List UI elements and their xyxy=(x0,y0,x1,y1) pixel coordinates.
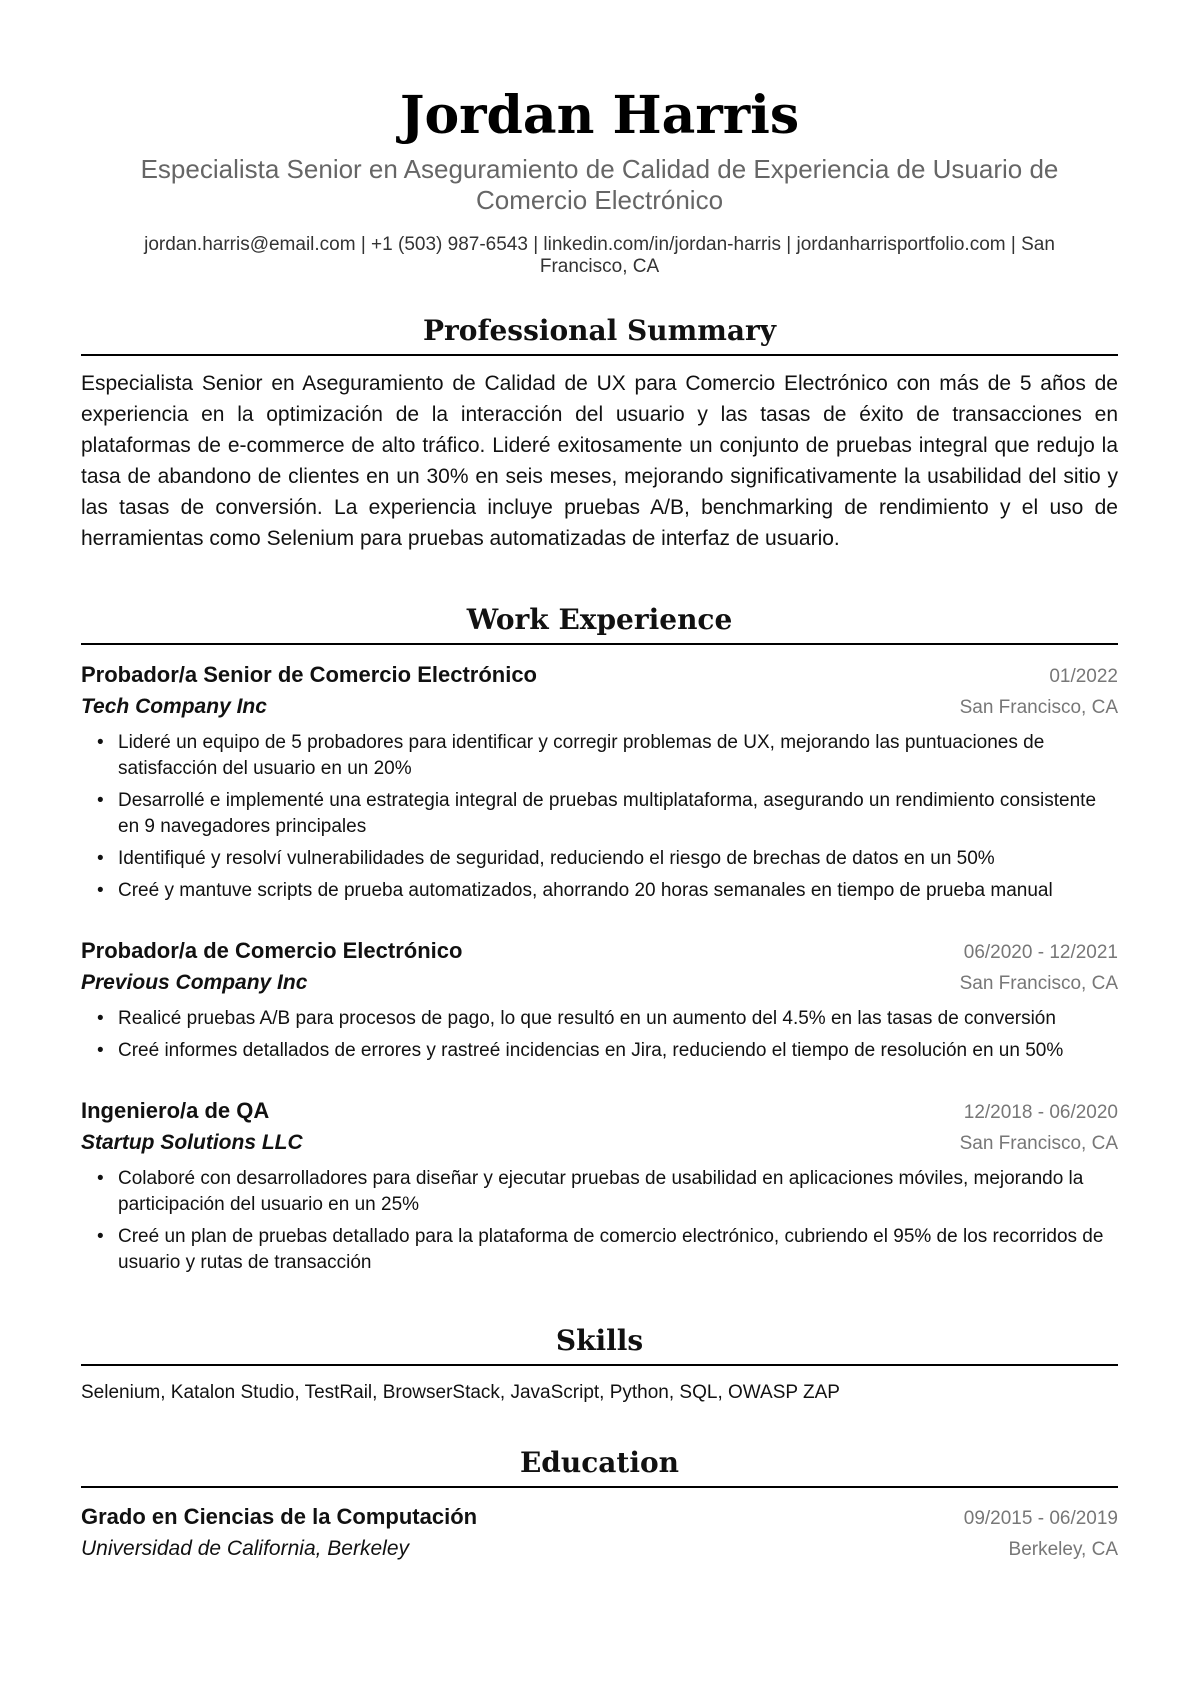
summary-section xyxy=(81,314,1118,554)
job-location: San Francisco, CA xyxy=(959,973,1118,994)
job-bullets xyxy=(81,730,1118,904)
job-entry xyxy=(81,936,1118,1064)
job-location: San Francisco, CA xyxy=(959,697,1118,718)
degree-title: Grado en Ciencias de la Computación xyxy=(81,1504,478,1529)
school-location: Berkeley, CA xyxy=(1008,1539,1118,1560)
school-name: Universidad de California, Berkeley xyxy=(81,1537,409,1560)
work-experience-heading: Work Experience xyxy=(81,603,1118,645)
resume-header xyxy=(81,0,1118,278)
candidate-name: Jordan Harris xyxy=(399,85,800,146)
job-bullet: • Creé un plan de pruebas detallado para la plataforma de comercio electrónico, cubriendo el 95% de los recorridos de usuario y rutas de transacción xyxy=(118,1224,1118,1276)
job-bullet: • Identifiqué y resolví vulnerabilidades de seguridad, reduciendo el riesgo de brechas de datos en un 50% xyxy=(118,846,1118,872)
job-dates: 06/2020 - 12/2021 xyxy=(963,942,1118,963)
job-title: Ingeniero/a de QA xyxy=(81,1098,270,1123)
job-title: Probador/a Senior de Comercio Electrónico xyxy=(81,662,537,687)
job-dates: 12/2018 - 06/2020 xyxy=(963,1102,1118,1123)
skills-list: Selenium, Katalon Studio, TestRail, BrowserStack, JavaScript, Python, SQL, OWASP ZAP xyxy=(81,1382,840,1403)
job-bullet: • Colaboré con desarrolladores para diseñar y ejecutar pruebas de usabilidad en aplicaciones móviles, mejorando la participación del usuario en un 25% xyxy=(118,1166,1118,1218)
job-company: Tech Company Inc xyxy=(81,695,267,718)
skills-section xyxy=(81,1324,1118,1406)
contact-line: jordan.harris@email.com | +1 (503) 987-6543 | linkedin.com/in/jordan-harris | jordanharrisportfolio.com | San Francisco, CA xyxy=(144,234,1055,277)
job-bullet: • Creé informes detallados de errores y rastreé incidencias en Jira, reduciendo el tiempo de resolución en un 50% xyxy=(118,1038,1118,1064)
education-heading: Education xyxy=(81,1446,1118,1488)
job-bullet: • Realicé pruebas A/B para procesos de pago, lo que resultó en un aumento del 4.5% en las tasas de conversión xyxy=(118,1006,1118,1032)
job-company: Startup Solutions LLC xyxy=(81,1131,303,1154)
skills-heading: Skills xyxy=(81,1324,1118,1366)
job-bullets xyxy=(81,1166,1118,1276)
candidate-title: Especialista Senior en Aseguramiento de Calidad de Experiencia de Usuario de Comercio Electrónico xyxy=(140,154,1059,215)
work-experience-section xyxy=(81,603,1118,1276)
education-dates: 09/2015 - 06/2019 xyxy=(963,1508,1118,1529)
education-entry xyxy=(81,1502,1118,1565)
resume-page xyxy=(81,0,1118,1565)
job-title: Probador/a de Comercio Electrónico xyxy=(81,938,463,963)
job-dates: 01/2022 xyxy=(1049,666,1118,687)
education-section xyxy=(81,1446,1118,1565)
job-bullet: • Lideré un equipo de 5 probadores para identificar y corregir problemas de UX, mejorando las puntuaciones de satisfacción del usuario en un 20% xyxy=(118,730,1118,782)
summary-text: Especialista Senior en Aseguramiento de Calidad de UX para Comercio Electrónico con más de 5 años de experiencia en la optimización de la interacción del usuario y las tasas de éxito de transacciones en plataformas de e-commerce de alto tráfico. Lideré exitosamente un conjunto de pruebas integral que redujo la tasa de abandono de clientes en un 30% en seis meses, mejorando significativamente la usabilidad del sitio y las tasas de conversión. La experiencia incluye pruebas A/B, benchmarking de rendimiento y el uso de herramientas como Selenium para pruebas automatizadas de interfaz de usuario. xyxy=(81,372,1118,550)
job-bullet: • Desarrollé e implementé una estrategia integral de pruebas multiplataforma, asegurando un rendimiento consistente en 9 navegadores principales xyxy=(118,788,1118,840)
job-company: Previous Company Inc xyxy=(81,971,308,994)
summary-heading: Professional Summary xyxy=(81,314,1118,356)
job-entry xyxy=(81,1096,1118,1276)
job-bullet: • Creé y mantuve scripts de prueba automatizados, ahorrando 20 horas semanales en tiempo de prueba manual xyxy=(118,878,1118,904)
job-bullets xyxy=(81,1006,1118,1064)
job-entry xyxy=(81,660,1118,904)
job-location: San Francisco, CA xyxy=(959,1133,1118,1154)
